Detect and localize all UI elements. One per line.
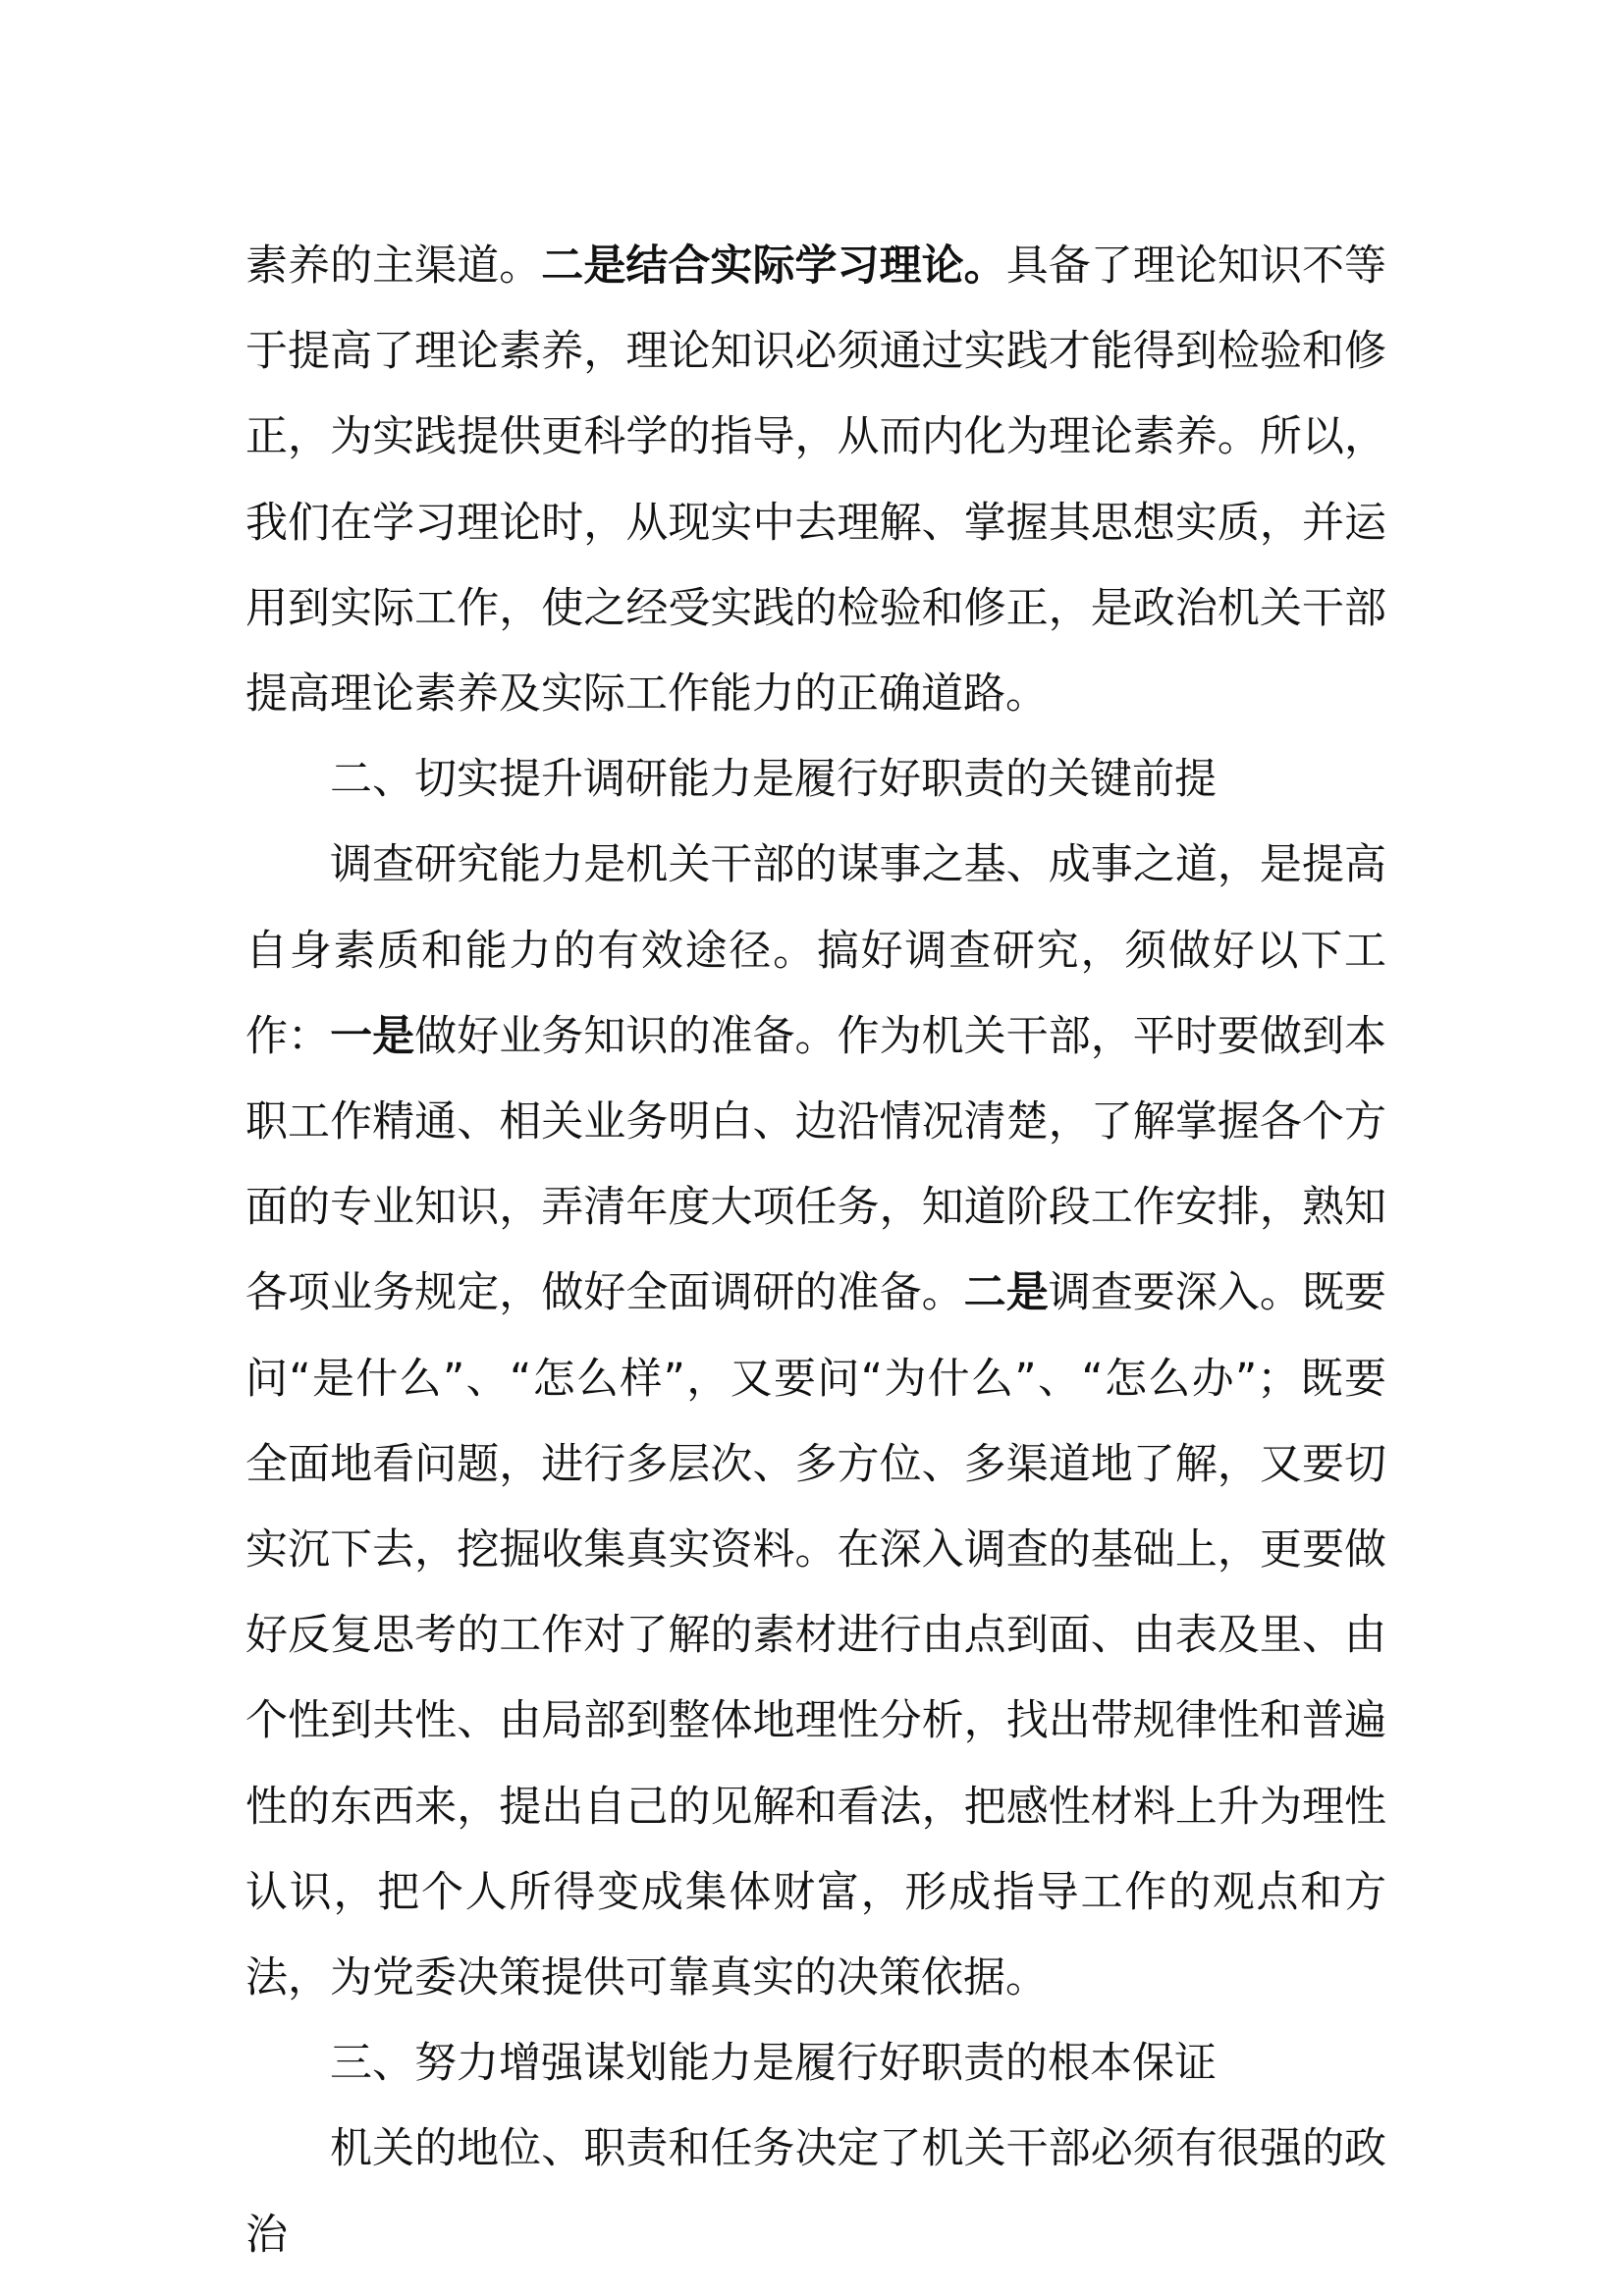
- text-segment: 调查要深入。既要问“是什么”、“怎么样”，又要问“为什么”、“怎么办”；既要全面地看问题，进行多层次、多方位、多渠道地了解，又要切实沉下去，挖掘收集真实资料。在深入调查的基础上，更要做好反复思考的工作对了解的素材进行由点到面、由表及里、由个性到共性、由局部到整体地理性分析，找出带规律性和普遍性的东西来，提出自己的见解和看法，把感性材料上升为理性认识，把个人所得变成集体财富，形成指导工作的观点和方法，为党委决策提供可靠真实的决策依据。: [245, 1268, 1387, 2003]
- text-segment: 机关的地位、职责和任务决定了机关干部必须有很强的政治: [245, 2124, 1386, 2260]
- bold-point-two: 二是: [963, 1268, 1049, 1318]
- text-segment: 具备了理论知识不等于提高了理论素养，理论知识必须通过实践才能得到检验和修正，为实践提供更科学的指导，从而内化为理论素养。所以，我们在学习理论时，从现实中去理解、掌握其思想实质，并运用到实际工作，使之经受实践的检验和修正，是政治机关干部提高理论素养及实际工作能力的正确道路。: [245, 241, 1387, 720]
- paragraph-research-ability: [245, 823, 1386, 2021]
- bold-point-two: 二是结合实际学习理论。: [541, 241, 1006, 291]
- text-segment: 调查研究能力是机关干部的谋事之基、成事之道，是提高自身素质和能力的有效途径。搞好调查研究，须做好以下工作：: [245, 840, 1386, 1061]
- paragraph-planning-ability: [245, 2107, 1386, 2277]
- paragraph-theory-practice: [245, 224, 1386, 737]
- section-heading-research: 二、切实提升调研能力是履行好职责的关键前提: [330, 755, 1217, 805]
- bold-point-one: 一是: [330, 1011, 415, 1061]
- text-segment: 做好业务知识的准备。作为机关干部，平时要做到本职工作精通、相关业务明白、边沿情况清楚，了解掌握各个方面的专业知识，弄清年度大项任务，知道阶段工作安排，熟知各项业务规定，做好全面调研的准备。: [245, 1011, 1387, 1318]
- document-body: [245, 224, 1386, 2278]
- section-heading-planning: 三、努力增强谋划能力是履行好职责的根本保证: [330, 2039, 1217, 2089]
- text-segment: 素养的主渠道。: [245, 241, 542, 291]
